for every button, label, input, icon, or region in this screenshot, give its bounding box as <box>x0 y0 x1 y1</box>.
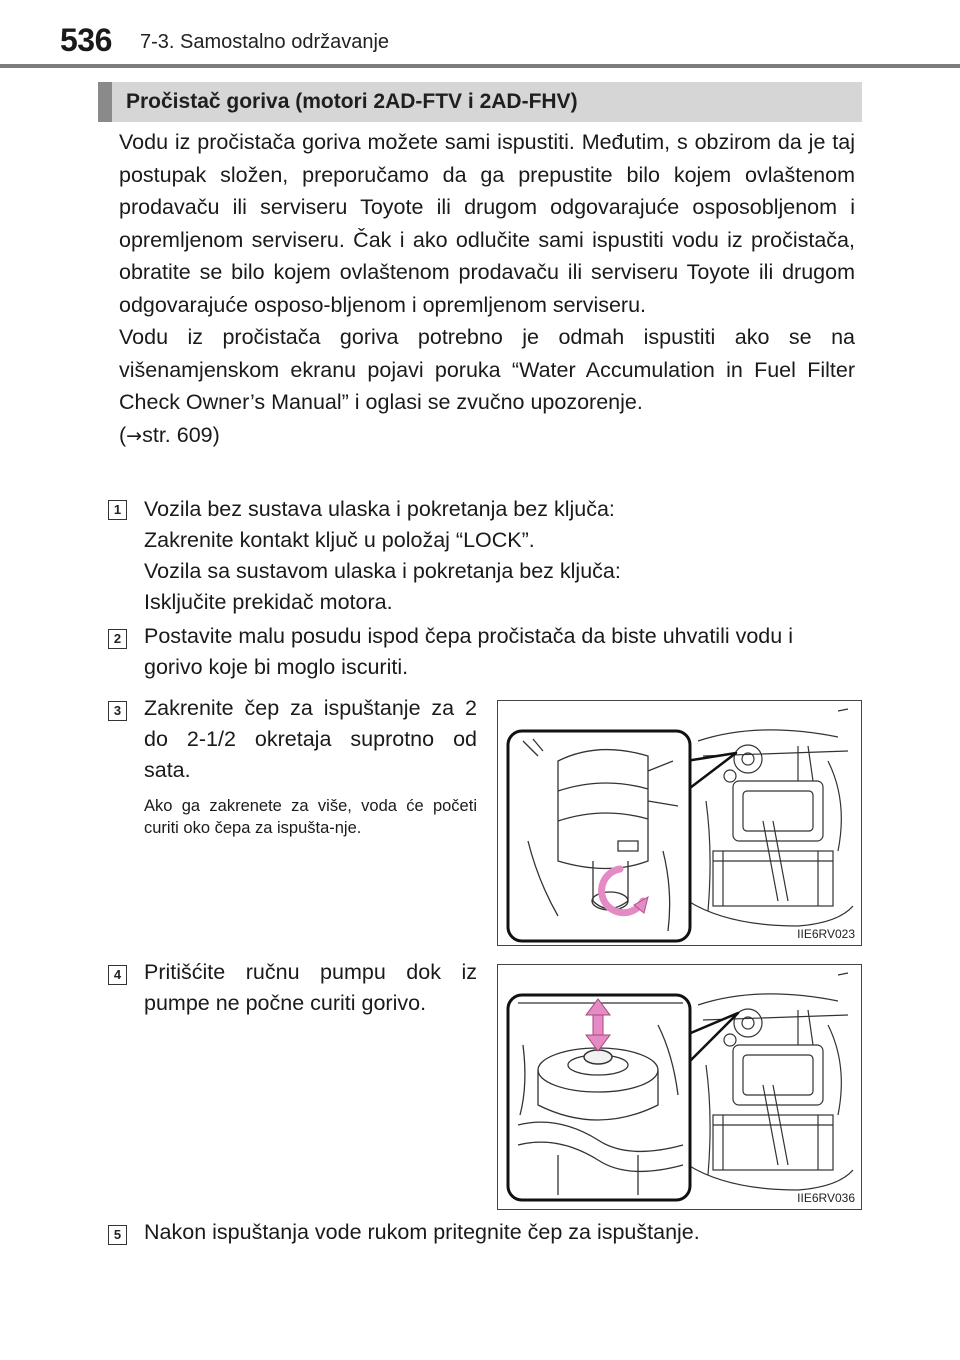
page-number: 536 <box>60 22 112 58</box>
figure-drain-plug-illustration <box>498 701 860 944</box>
figure-hand-pump-illustration <box>498 965 860 1208</box>
figure-id: IIE6RV023 <box>797 927 855 941</box>
header-rule <box>0 64 960 68</box>
ref-open: ( <box>119 422 127 447</box>
intro-paragraph-2: Vodu iz pročistača goriva potrebno je odmah ispustiti ako se na višenamjenskom ekranu pojavi poruka “Water Accumulation in Fuel Filter Check Owner’s Manual” i oglasi se zvučno upozorenje. <box>119 325 855 414</box>
step-3-note: Ako ga zakrenete za više, voda će početi curiti oko čepa za ispušta-nje. <box>144 797 477 837</box>
figure-id: IIE6RV036 <box>797 1191 855 1205</box>
intro-text <box>119 126 855 452</box>
step-badge-3: 3 <box>108 701 127 721</box>
figure-hand-pump <box>497 964 862 1210</box>
figure-drain-plug <box>497 700 862 946</box>
step-4-text: Pritišćite ručnu pumpu dok iz pumpe ne počne curiti gorivo. <box>144 960 477 1015</box>
step-badge-1: 1 <box>108 500 127 520</box>
step-badge-4: 4 <box>108 965 127 985</box>
step-1-line-4: Isključite prekidač motora. <box>144 590 393 614</box>
step-1-line-2: Zakrenite kontakt ključ u položaj “LOCK”. <box>144 528 535 552</box>
step-badge-2: 2 <box>108 629 127 649</box>
step-5-text: Nakon ispuštanja vode rukom pritegnite čep za ispuštanje. <box>144 1220 700 1244</box>
ref-text: str. 609) <box>142 422 220 447</box>
step-2-text: Postavite malu posudu ispod čepa pročistača da biste uhvatili vodu i gorivo koje bi moglo iscuriti. <box>144 624 793 679</box>
topic-title: Pročistač goriva (motori 2AD-FTV i 2AD-FHV) <box>126 90 578 113</box>
arrow-right-icon: → <box>126 424 143 447</box>
step-1-text <box>144 494 864 618</box>
topic-bar <box>98 82 862 122</box>
step-1-line-1: Vozila bez sustava ulaska i pokretanja bez ključa: <box>144 497 615 521</box>
step-badge-5: 5 <box>108 1225 127 1245</box>
page-reference[interactable] <box>119 419 855 453</box>
step-1-line-3: Vozila sa sustavom ulaska i pokretanja bez ključa: <box>144 559 621 583</box>
intro-paragraph-1: Vodu iz pročistača goriva možete sami ispustiti. Međutim, s obzirom da je taj postupak složen, preporučamo da ga prepustite bilo kojem ovlaštenom prodavaču ili serviseru Toyote ili drugom odgovarajuće osposobljenom i opremljenom serviseru. Čak i ako odlučite sami ispustiti vodu iz pročistača, obratite se bilo kojem ovlaštenom prodavaču ili serviseru Toyote ili drugom odgovarajuće osposo-bljenom i opremljenom serviseru. <box>119 130 855 317</box>
section-title: 7-3. Samostalno održavanje <box>140 31 390 53</box>
step-3-text: Zakrenite čep za ispuštanje za 2 do 2-1/2 okretaja suprotno od sata. <box>144 696 477 782</box>
